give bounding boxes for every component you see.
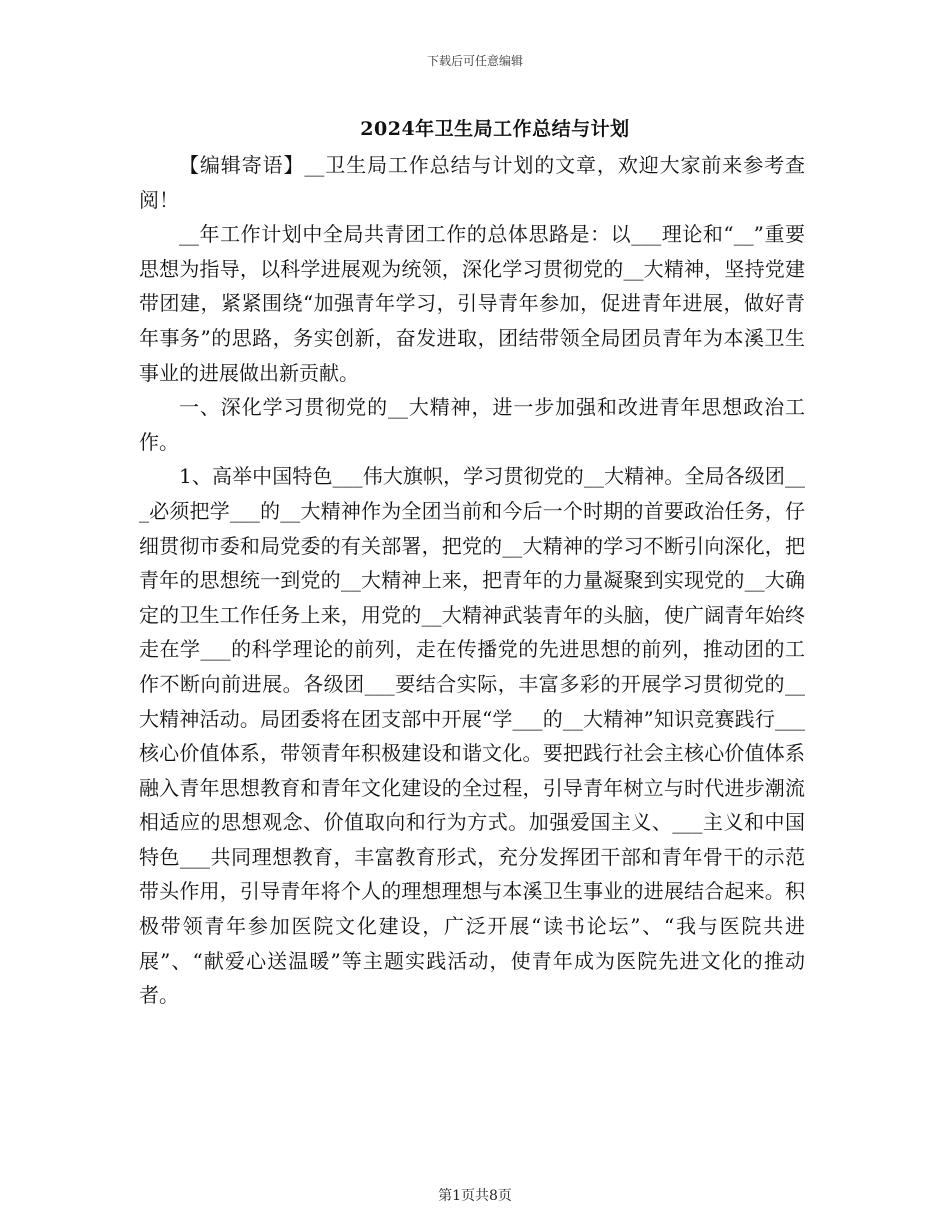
document-title: 2024年卫生局工作总结与计划 — [360, 118, 630, 140]
paragraph-section-one-heading: 一、深化学习贯彻党的__大精神，进一步加强和改进青年思想政治工作。 — [139, 395, 805, 454]
page-number: 第1页共8页 — [438, 1188, 512, 1204]
header-note: 下载后可任意编辑 — [426, 54, 523, 68]
paragraph-item-one: 1、高举中国特色___伟大旗帜，学习贯彻党的__大精神。全局各级团___必须把学___的__大精神作为全团当前和今后一个时期的首要政治任务，仔细贯彻市委和局党委的有关部署，把党的__大精神的学习不断引向深化，把青年的思想统一到党的__大精神上来，把青年的力量凝聚到实现党的__大确定的卫生工作任务上来，用党的__大精神武装青年的头脑，使广阔青年始终走在学___的科学理论的前列，走在传播党的先进思想的前列，推动团的工作不断向前进展。各级团___要结合实际，丰富多彩的开展学习贯彻党的__大精神活动。局团委将在团支部中开展“学___的__大精神”知识竞赛践行___核心价值体系，带领青年积极建设和谐文化。要把践行社会主核心价值体系融入青年思想教育和青年文化建设的全过程，引导青年树立与时代进步潮流相适应的思想观念、价值取向和行为方式。加强爱国主义、___主义和中国特色___共同理想教育，丰富教育形式，充分发挥团干部和青年骨干的示范带头作用，引导青年将个人的理想理想与本溪卫生事业的进展结合起来。积极带领青年参加医院文化建设，广泛开展“读书论坛”、“我与医院共进展”、“献爱心送温暖”等主题实践活动，使青年成为医院先进文化的推动者。 — [139, 464, 805, 1008]
paragraph-editor-note: 【编辑寄语】__卫生局工作总结与计划的文章，欢迎大家前来参考查阅！ — [139, 153, 805, 212]
document-body — [139, 148, 805, 1013]
paragraph-overall-plan: __年工作计划中全局共青团工作的总体思路是：以___理论和“__”重要思想为指导，以科学进展观为统领，深化学习贯彻党的__大精神，坚持党建带团建，紧紧围绕“加强青年学习，引导青年参加，促进青年进展，做好青年事务”的思路，务实创新，奋发进取，团结带领全局团员青年为本溪卫生事业的进展做出新贡献。 — [139, 222, 805, 385]
